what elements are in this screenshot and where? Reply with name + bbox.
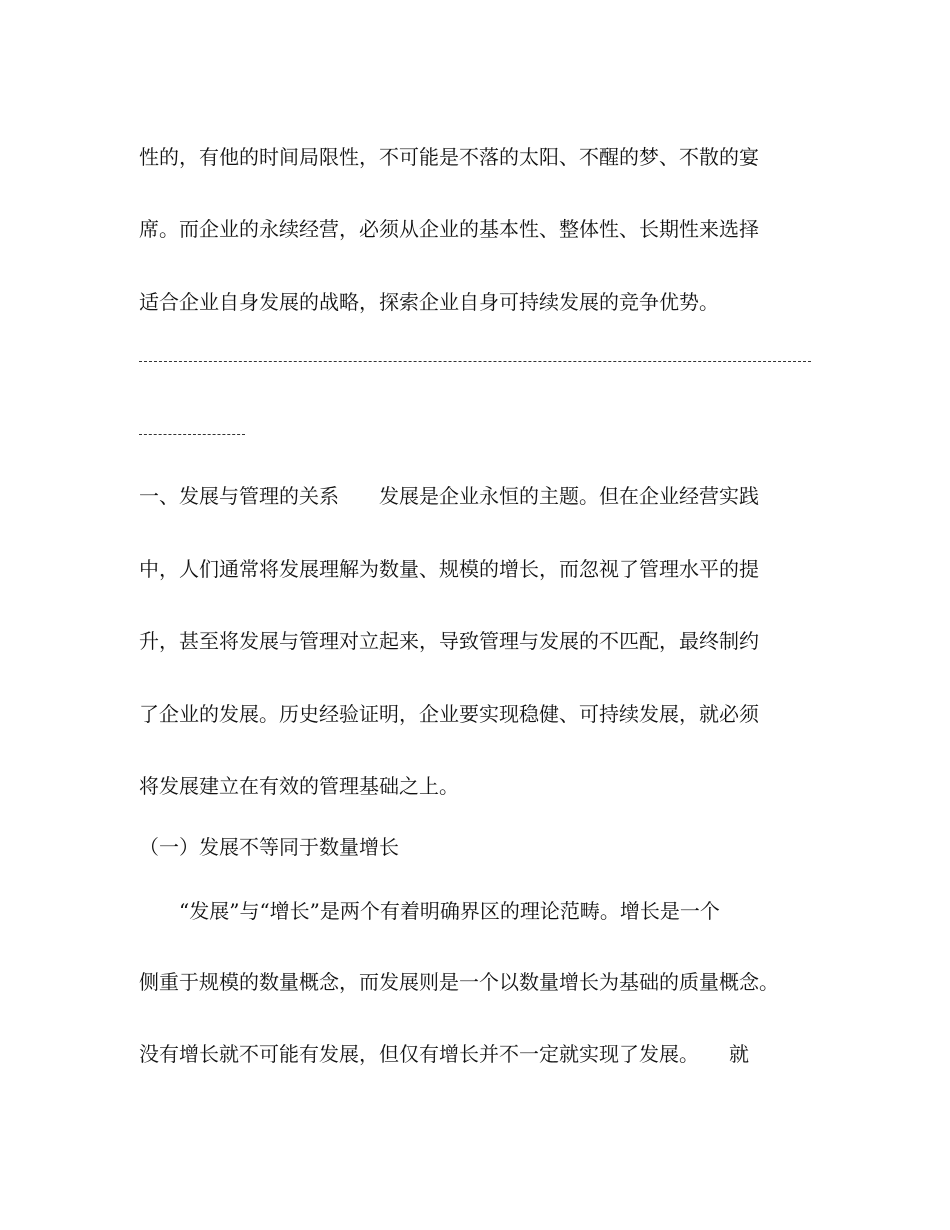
text-line-6: 升，甚至将发展与管理对立起来，导致管理与发展的不匹配，最终制约 bbox=[139, 629, 759, 653]
text-line-3: 适合企业自身发展的战略，探索企业自身可持续发展的竞争优势。 bbox=[139, 290, 719, 314]
text-line-11: 侧重于规模的数量概念，而发展则是一个以数量增长为基础的质量概念。 bbox=[139, 970, 779, 994]
text-line-8: 将发展建立在有效的管理基础之上。 bbox=[139, 774, 459, 798]
section-heading: （一）发展不等同于数量增长 bbox=[139, 835, 399, 859]
text-line-1: 性的，有他的时间局限性，不可能是不落的太阳、不醒的梦、不散的宴 bbox=[139, 145, 759, 169]
text-line-5: 中，人们通常将发展理解为数量、规模的增长，而忽视了管理水平的提 bbox=[139, 557, 759, 581]
text-line-2: 席。而企业的永续经营，必须从企业的基本性、整体性、长期性来选择 bbox=[139, 217, 759, 241]
separator-line bbox=[139, 361, 811, 362]
text-line-12: 没有增长就不可能有发展，但仅有增长并不一定就实现了发展。 就 bbox=[139, 1042, 749, 1066]
text-line-7: 了企业的发展。历史经验证明，企业要实现稳健、可持续发展，就必须 bbox=[139, 702, 759, 726]
text-line-4: 一、发展与管理的关系 发展是企业永恒的主题。但在企业经营实践 bbox=[139, 484, 759, 508]
separator-line-continued bbox=[139, 434, 245, 435]
text-line-10: “发展”与“增长”是两个有着明确界区的理论范畴。增长是一个 bbox=[139, 899, 720, 923]
